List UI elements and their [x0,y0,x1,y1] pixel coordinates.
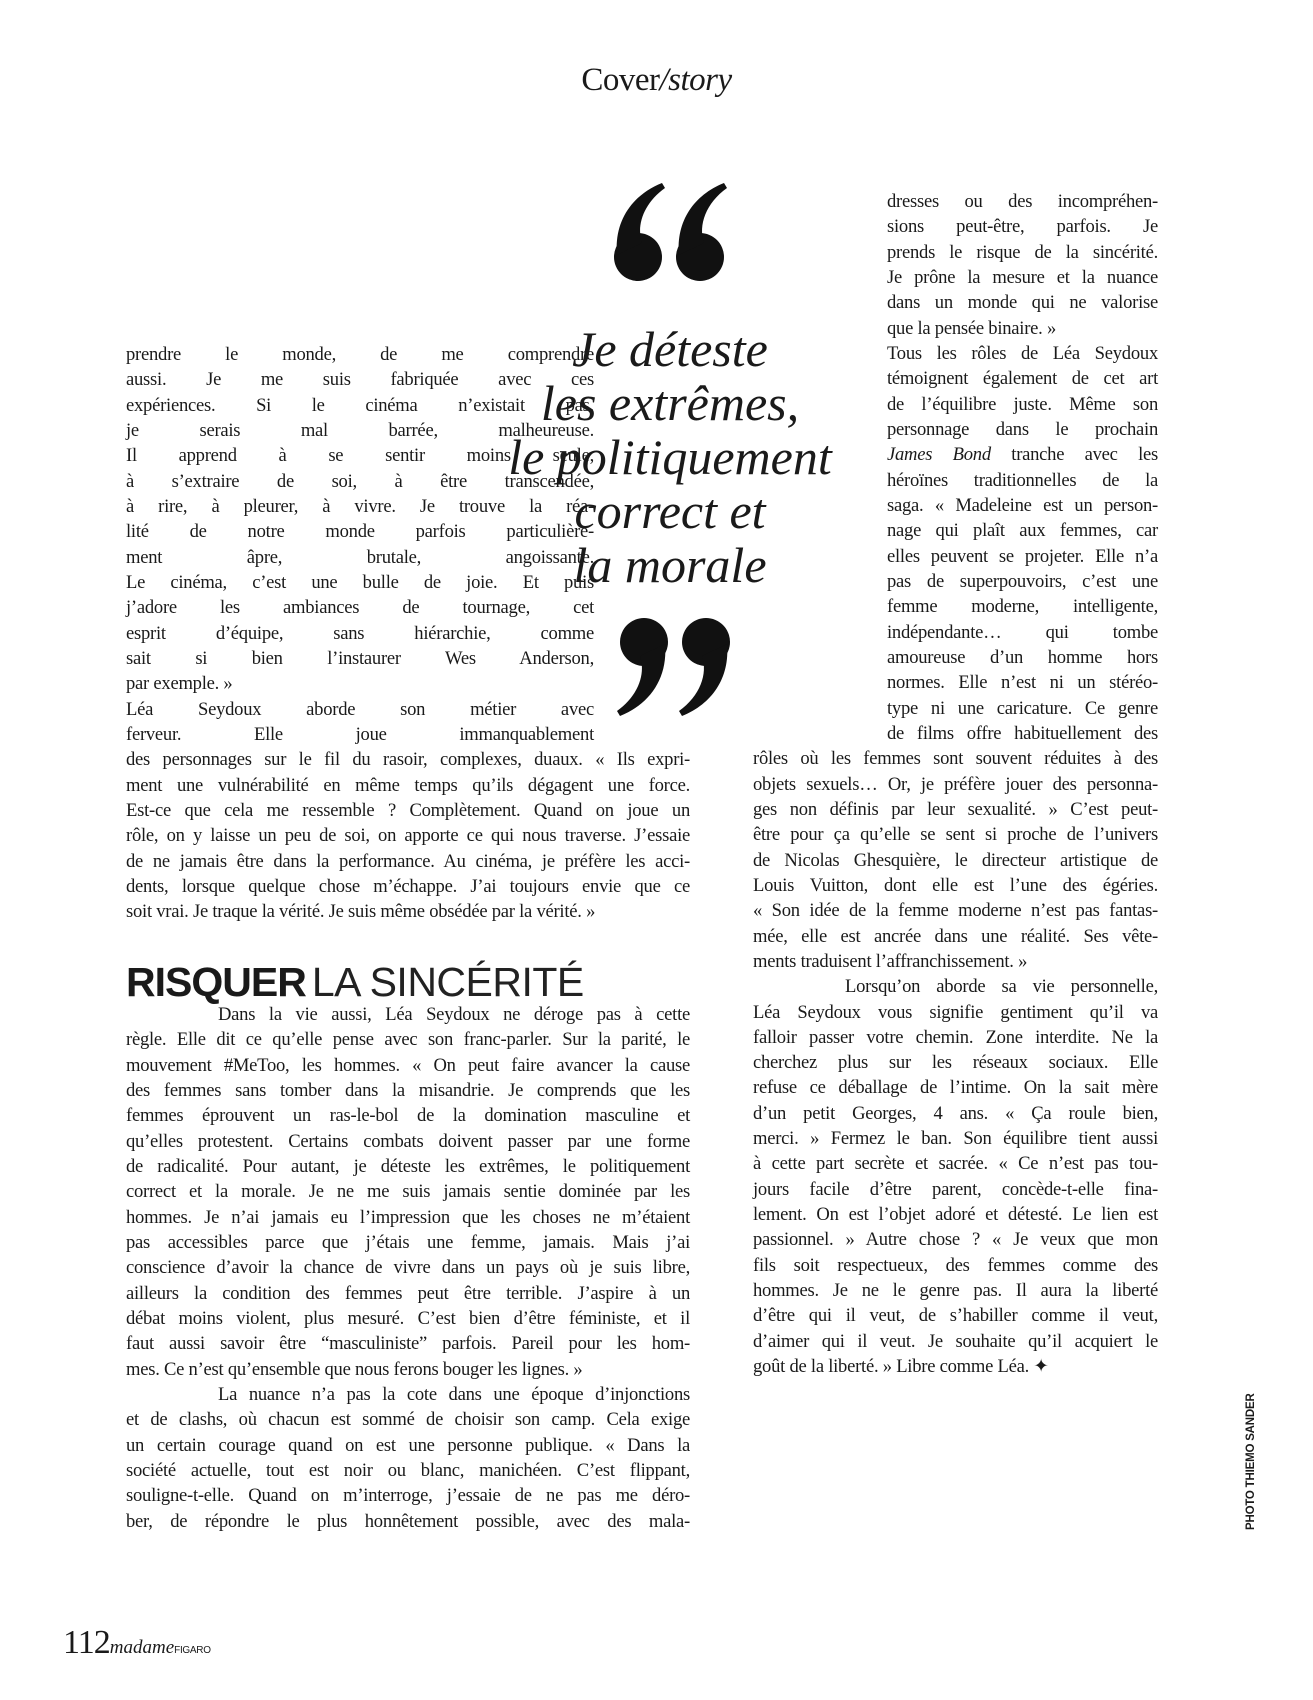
text-line: femmes éprouvent un ras-le-bol de la domination masculine et [126,1105,690,1127]
section-rubric [0,62,1313,99]
close-quote-glyph-left [679,618,730,716]
text-line: Il apprend à se sentir moins seule, [126,445,594,467]
pull-quote-line: le politiquement [508,429,832,485]
pull-quote-line: les extrêmes, [540,375,800,431]
pull-quote-line: la morale [573,537,767,593]
text-line: être pour ça qu’elle se sent si proche de l’univers [753,824,1158,846]
text-line: de Nicolas Ghesquière, le directeur artistique de [753,849,1158,871]
text-line: ment une vulnérabilité en même temps qu’ils dégagent une force. [126,774,690,796]
text-line: dresses ou des incompréhen- [887,191,1158,212]
text-line: falloir passer votre chemin. Zone interdite. Ne la [753,1026,1158,1048]
text-line: je serais mal barrée, malheureuse. [126,419,594,441]
text-line: jours facile d’être parent, concède-t-elle fina- [753,1178,1158,1200]
text-line: femme moderne, intelligente, [887,596,1158,618]
text-line: ment âpre, brutale, angoissante. [126,546,594,568]
text-line: « Son idée de la femme moderne n’est pas fantas- [753,900,1158,922]
text-line: elles peuvent se projeter. Elle n’a [887,545,1158,567]
text-line: prendre le monde, de me comprendre [126,344,594,365]
text-line: et de clashs, où chacun est sommé de choisir son camp. Cela exige [126,1409,690,1431]
text-line: de films offre habituellement des [887,722,1158,744]
text-line: de ne jamais être dans la performance. Au cinéma, je préfère les acci- [126,850,690,872]
text-line: des femmes sans tomber dans la misandrie. Je comprends que les [126,1079,690,1101]
text-line: mée, elle est ancrée dans une réalité. Ses vête- [753,925,1158,947]
article-column-left-lower [126,1002,690,1534]
pull-quote [470,322,870,592]
text-line: type ni une caricature. Ce genre [887,697,1158,719]
text-line: j’adore les ambiances de tournage, cet [126,597,594,619]
close-quote-glyph-right [617,618,668,716]
text-line: faut aussi savoir être “masculiniste” parfois. Pareil pour les hom- [126,1333,690,1355]
text-line: rôle, on y laisse un peu de soi, on apporte ce qui nous traverse. J’essaie [126,825,690,847]
text-line: amoureuse d’un homme hors [887,646,1158,668]
text-line: normes. Elle n’est ni un stéréo- [887,672,1158,694]
text-line: de l’équilibre juste. Même son [887,393,1158,415]
text-line: ber, de répondre le plus honnêtement possible, avec des mala- [126,1510,690,1532]
text-line: hommes. Je ne le genre pas. Il aura la liberté [753,1280,1158,1302]
section-heading-bold: RISQUER [126,959,306,1005]
text-line: lité de notre monde parfois particulière- [126,521,594,543]
text-line: refuse ce déballage de l’intime. On la sait mère [753,1077,1158,1099]
text-line: ges non définis par leur sexualité. » C’est peut- [753,798,1158,820]
text-line: pas accessibles parce que j’étais une femme, jamais. Mais j’ai [126,1231,690,1253]
page-number: 112 [63,1624,110,1661]
text-line: hommes. Je n’ai jamais eu l’impression que les choses ne m’étaient [126,1206,690,1228]
text-line: indépendante… qui tombe [887,621,1158,643]
text-line: pas de superpouvoirs, c’est une [887,570,1158,592]
text-line: saga. « Madeleine est un person- [887,494,1158,516]
text-line: société actuelle, tout est noir ou blanc, manichéen. C’est flippant, [126,1459,690,1481]
text-line: d’être qui il veut, de s’habiller comme il veut, [753,1305,1158,1327]
text-line: que la pensée binaire. » [887,317,1057,339]
text-line: d’un petit Georges, 4 ans. « Ça roule bien, [753,1102,1158,1124]
text-line: lement. On est l’objet adoré et détesté. Le lien est [753,1204,1158,1226]
text-line: Je prône la mesure et la nuance [887,266,1158,288]
text-line: aussi. Je me suis fabriquée avec ces [126,369,594,391]
text-line: par exemple. » [126,673,233,695]
text-line: d’aimer qui il veut. Je souhaite qu’il acquiert le [753,1330,1158,1352]
rubric-main: Cover [581,62,660,98]
text-line: ailleurs la condition des femmes peut être terrible. J’aspire à un [126,1282,690,1304]
text-line: cherchez plus sur les réseaux sociaux. Elle [753,1052,1158,1074]
open-quote-glyph-left [614,183,665,281]
page-footer [63,1624,211,1662]
text-line: de radicalité. Pour autant, je déteste les extrêmes, le politiquement [126,1155,690,1177]
text-line: des personnages sur le fil du rasoir, complexes, duaux. « Ils expri- [126,749,690,771]
text-line: rôles où les femmes sont souvent réduites à des [753,748,1158,770]
text-line: dents, lorsque quelque chose m’échappe. J’ai toujours envie que ce [126,875,690,897]
open-quote-glyph-right [676,183,727,281]
text-line: qu’elles protestent. Certains combats doivent passer par une forme [126,1130,690,1152]
text-line: La nuance n’a pas la cote dans une époque d’injonctions [218,1383,690,1405]
text-line: Louis Vuitton, dont elle est l’une des égéries. [753,874,1158,896]
text-line: règle. Elle dit ce qu’elle pense avec son franc-parler. Sur la parité, le [126,1029,690,1051]
text-line: témoignent également de cet art [887,368,1158,390]
text-line: à rire, à pleurer, à vivre. Je trouve la réa- [126,495,594,517]
magazine-logo-madame: madame [109,1637,175,1658]
open-quote-icon [612,183,732,283]
text-line: Le cinéma, c’est une bulle de joie. Et puis [126,571,594,593]
pull-quote-line: Je déteste [572,321,768,377]
text-line: nage qui plaît aux femmes, car [887,520,1158,542]
text-line: Léa Seydoux vous signifie gentiment qu’il va [753,1001,1158,1023]
text-line: mouvement #MeToo, les hommes. « On peut faire avancer la cause [126,1054,690,1076]
text-line: sait si bien l’instaurer Wes Anderson, [126,647,594,669]
rubric-sub: /story [659,62,732,98]
magazine-logo-figaro: FIGARO [174,1645,211,1656]
text-line: Lorsqu’on aborde sa vie personnelle, [845,976,1158,998]
text-line: dans un monde qui ne valorise [887,292,1158,314]
text-line: mes. Ce n’est qu’ensemble que nous ferons bouger les lignes. » [126,1358,583,1380]
text-line: passionnel. » Autre chose ? « Je veux que mon [753,1229,1158,1251]
text-line: expériences. Si le cinéma n’existait pas, [126,394,594,416]
section-heading-light: LA SINCÉRITÉ [311,959,584,1005]
text-line: souligne-t-elle. Quand on m’interroge, j’essaie de ne pas me déro- [126,1485,690,1507]
close-quote-icon [612,616,732,716]
text-line: personnage dans le prochain [887,418,1158,440]
text-line: James Bond tranche avec les [887,444,1158,466]
text-line: esprit d’équipe, sans hiérarchie, comme [126,622,594,644]
pull-quote-line: correct et [574,483,766,539]
text-line: soit vrai. Je traque la vérité. Je suis même obsédée par la vérité. » [126,901,596,923]
text-line: Léa Seydoux aborde son métier avec [126,698,594,720]
text-line: ferveur. Elle joue immanquablement [126,723,594,745]
text-line: débat moins violent, plus mesuré. C’est bien d’être féministe, et il [126,1307,690,1329]
film-title: James Bond [887,444,991,466]
text-line: Dans la vie aussi, Léa Seydoux ne déroge pas à cette [218,1004,690,1025]
text-line: Est-ce que cela me ressemble ? Complètement. Quand on joue un [126,799,690,821]
text-line: correct et la morale. Je ne me suis jamais sentie dominée par les [126,1181,690,1203]
text-line: merci. » Fermez le ban. Son équilibre tient aussi [753,1128,1158,1150]
text-line: Tous les rôles de Léa Seydoux [887,342,1158,364]
text-line: héroïnes traditionnelles de la [887,469,1158,491]
photo-credit: PHOTO THIEMO SANDER [1245,1393,1257,1530]
text-line: objets sexuels… Or, je préfère jouer des personna- [753,773,1158,795]
text-line: goût de la liberté. » Libre comme Léa. ✦ [753,1356,1049,1378]
text-line: à s’extraire de soi, à être transcendée, [126,470,594,492]
text-line: un certain courage quand on est une personne publique. « Dans la [126,1434,690,1456]
text-line: fils soit respectueux, des femmes comme des [753,1254,1158,1276]
text-line: conscience d’avoir la chance de vivre dans un pays où je suis libre, [126,1257,690,1279]
text-line: sions peut-être, parfois. Je [887,216,1158,238]
text-line: prends le risque de la sincérité. [887,241,1158,263]
section-heading [126,958,584,1006]
text-line: ments traduisent l’affranchissement. » [753,950,1028,972]
text-line: à cette part secrète et sacrée. « Ce n’est pas tou- [753,1153,1158,1175]
